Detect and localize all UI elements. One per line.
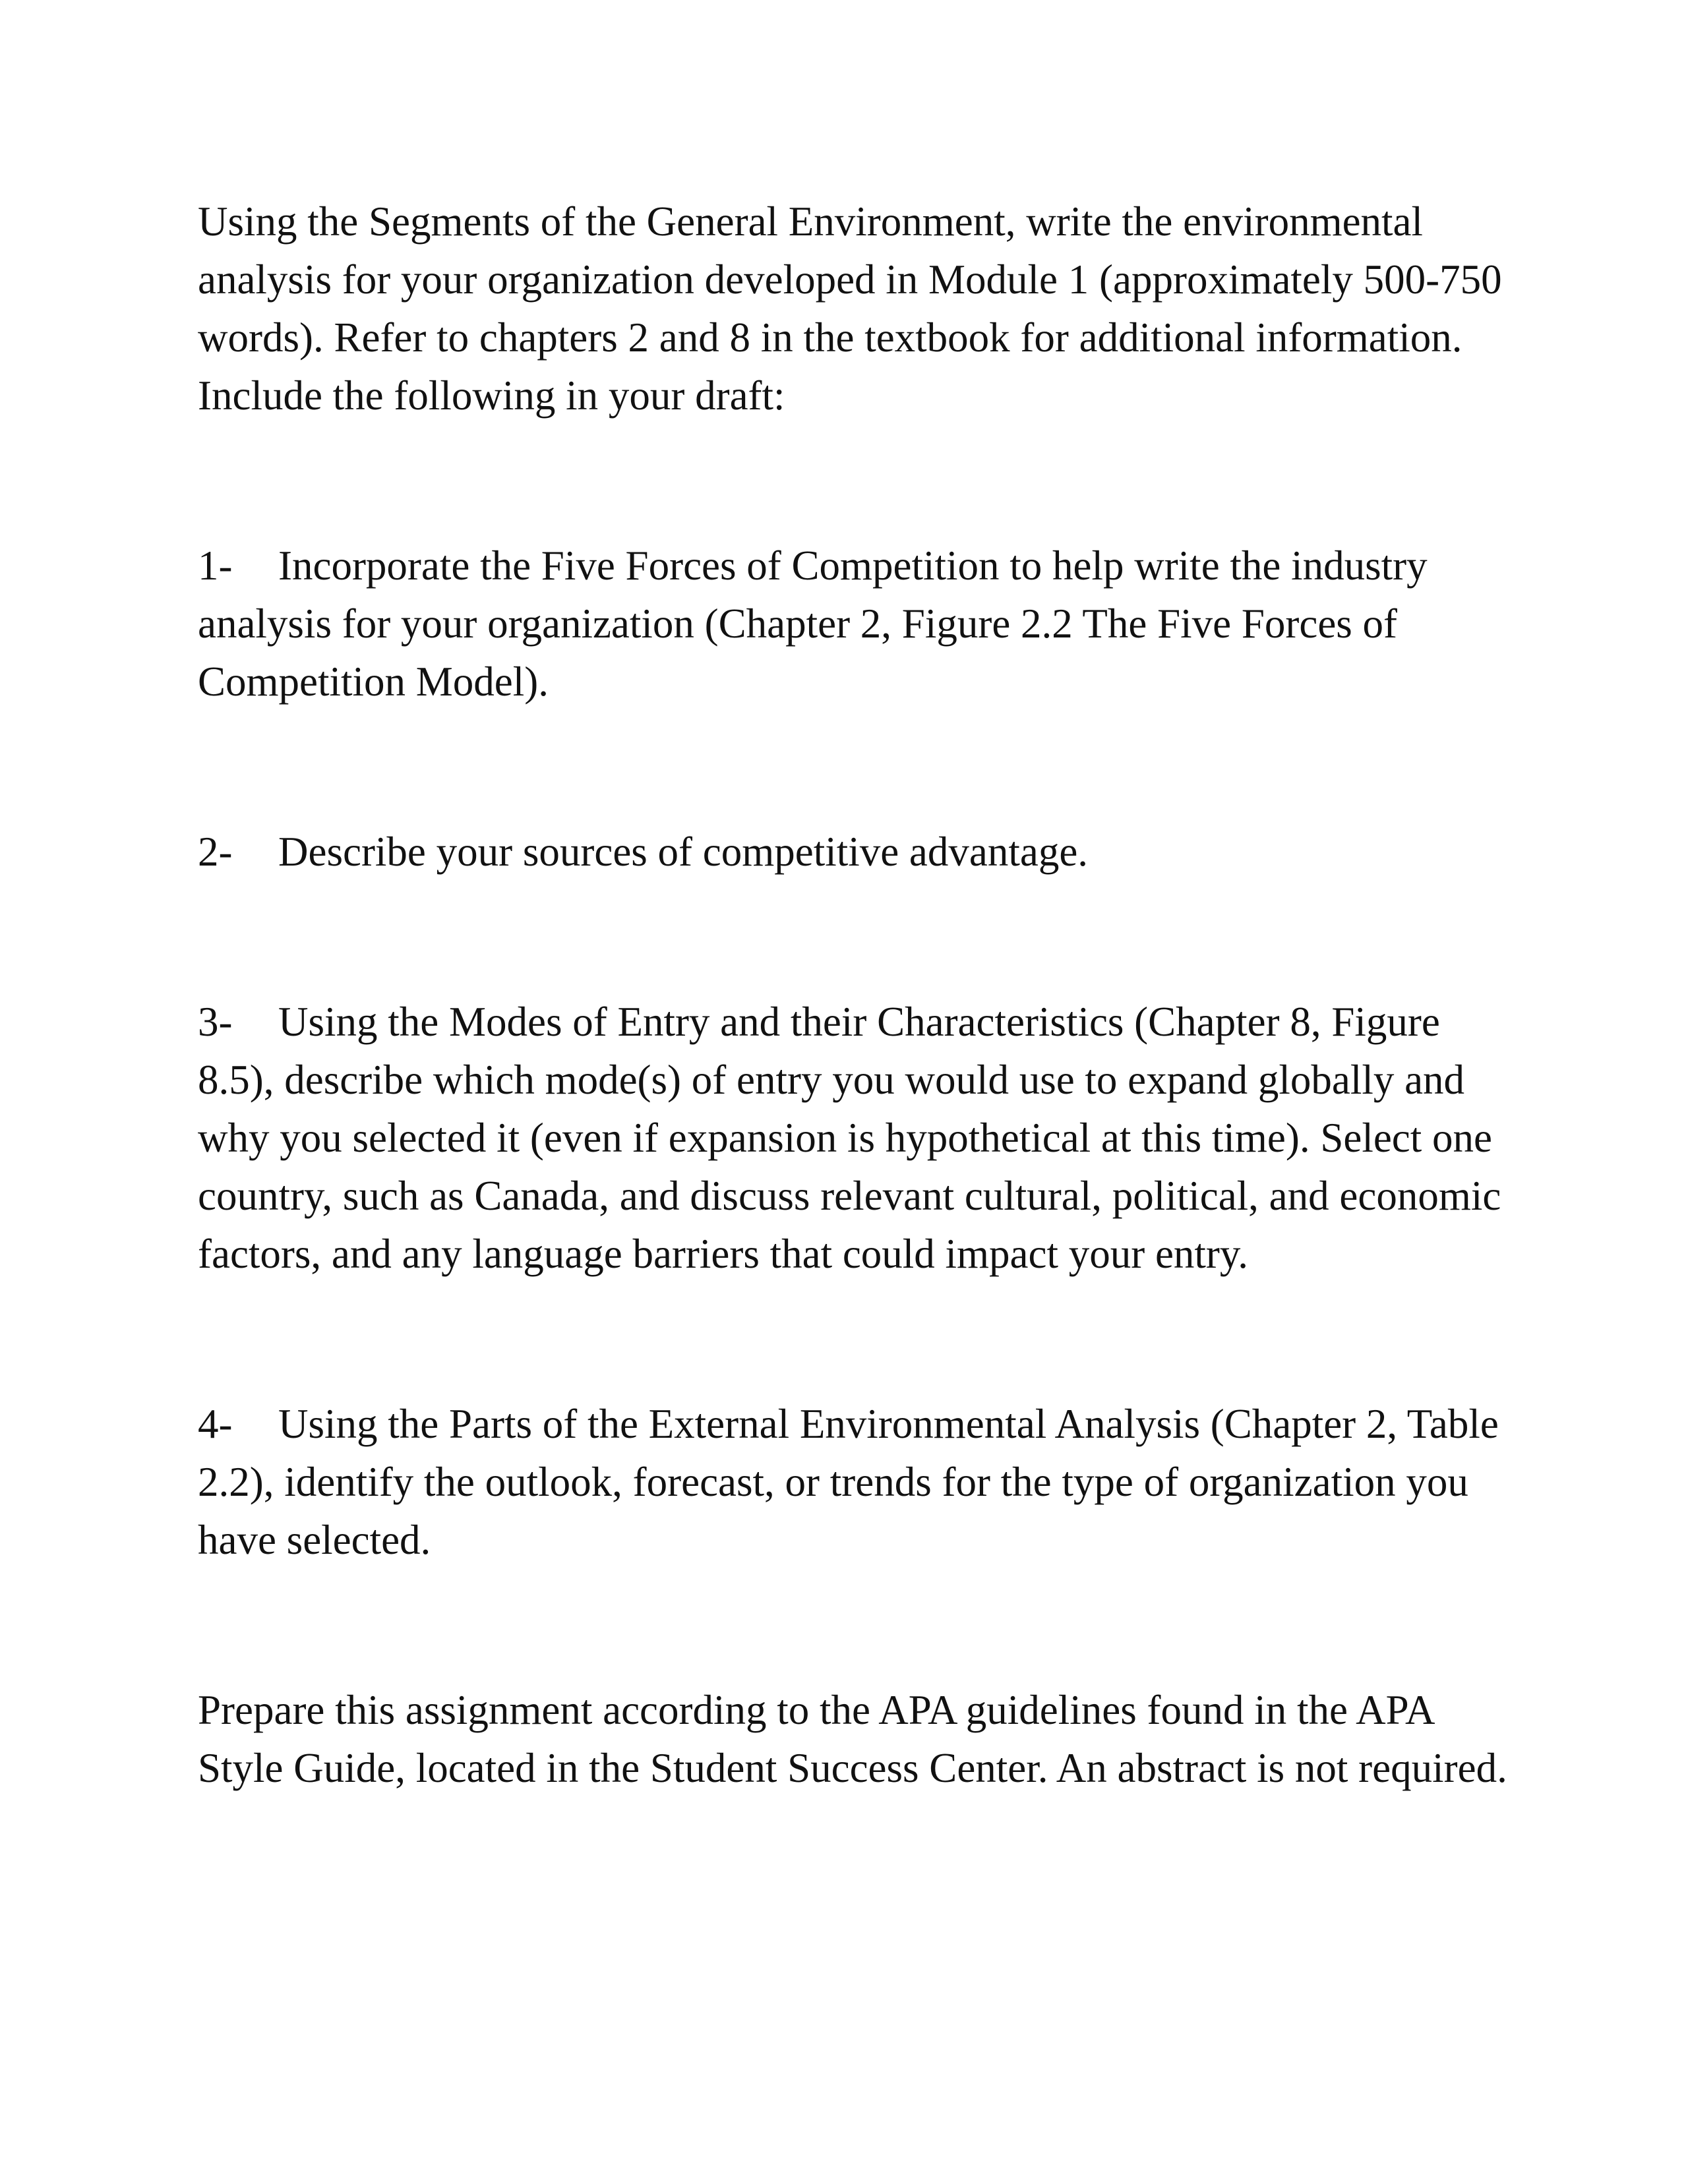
document-body xyxy=(198,192,1517,1797)
item-text: Using the Parts of the External Environmental Analysis (Chapter 2, Table 2.2), identify the outlook, forecast, or trends for the type of organization you have selected. xyxy=(198,1401,1499,1563)
closing-paragraph: Prepare this assignment according to the APA guidelines found in the APA Style Guide, located in the Student Success Center. An abstract is not required. xyxy=(198,1687,1507,1791)
item-number: 1- xyxy=(198,543,233,589)
intro-paragraph: Using the Segments of the General Environment, write the environmental analysis for your organization developed in Module 1 (approximately 500-750 words). Refer to chapters 2 and 8 in the textbook for additional information. Include the following in your draft: xyxy=(198,198,1502,419)
item-text: Using the Modes of Entry and their Characteristics (Chapter 8, Figure 8.5), describe which mode(s) of entry you would use to expand globally and why you selected it (even if expansion is hypothetical at this time). Select one country, such as Canada, and discuss relevant cultural, political, and economic factors, and any language barriers that could impact your entry. xyxy=(198,999,1501,1277)
item-number: 4- xyxy=(198,1401,233,1447)
item-text: Incorporate the Five Forces of Competition to help write the industry analysis for your organization (Chapter 2, Figure 2.2 The Five Forces of Competition Model). xyxy=(198,543,1428,705)
list-item xyxy=(198,537,1517,711)
list-item xyxy=(198,993,1517,1283)
list-item xyxy=(198,1395,1517,1569)
list-item xyxy=(198,823,1517,881)
item-number: 2- xyxy=(198,829,233,875)
item-text: Describe your sources of competitive advantage. xyxy=(278,829,1089,875)
item-number: 3- xyxy=(198,999,233,1045)
